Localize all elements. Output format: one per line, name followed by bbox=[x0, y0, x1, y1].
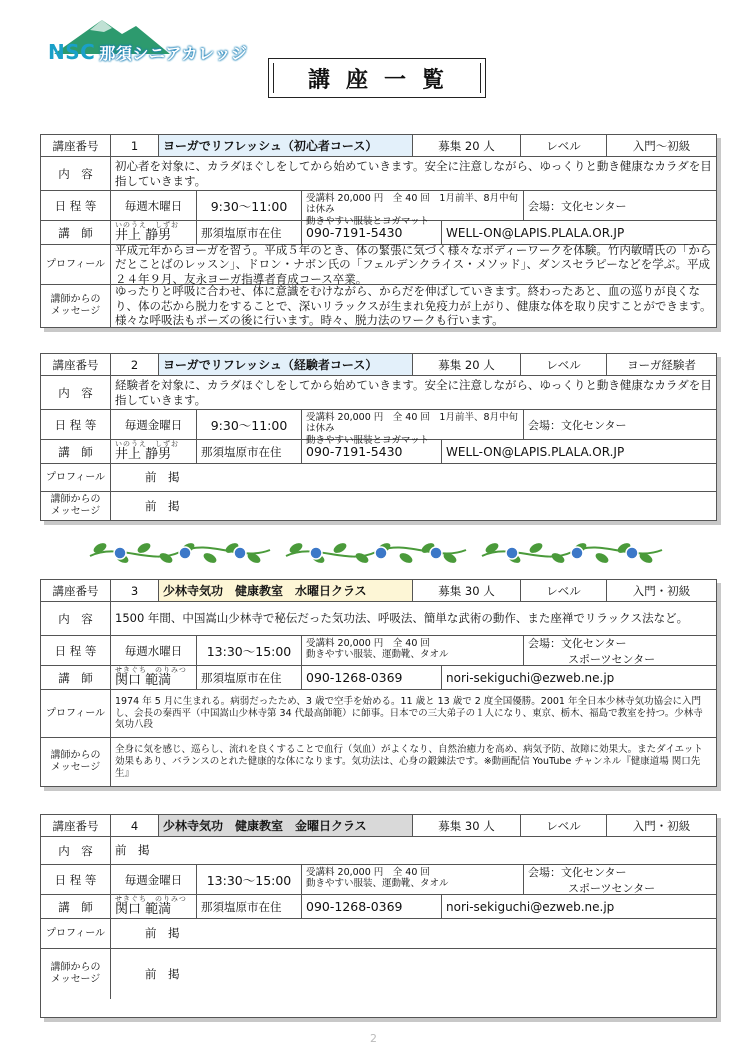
message-row bbox=[41, 492, 716, 520]
course-no-label: 講座番号 bbox=[41, 354, 111, 375]
course-card bbox=[40, 579, 717, 787]
residence: 那須塩原市在住 bbox=[197, 221, 302, 244]
fee-line2: 動きやすい服装とヨガマット bbox=[306, 434, 430, 446]
course-no: 3 bbox=[111, 580, 159, 601]
course-card bbox=[40, 134, 717, 328]
level-label: レベル bbox=[521, 354, 607, 375]
content-label: 内 容 bbox=[41, 837, 111, 864]
schedule-day: 毎週金曜日 bbox=[111, 410, 197, 439]
profile-label: プロフィール bbox=[41, 919, 111, 948]
profile-text: 前 掲 bbox=[145, 926, 180, 941]
message-label bbox=[41, 492, 111, 520]
message-text: 前 掲 bbox=[145, 966, 180, 981]
profile-row bbox=[41, 919, 716, 949]
message-label-2: メッセージ bbox=[50, 974, 101, 985]
course-header-row bbox=[41, 815, 716, 837]
course-header-row bbox=[41, 135, 716, 157]
schedule-time: 13:30～15:00 bbox=[197, 636, 302, 665]
instructor-label: 講 師 bbox=[41, 666, 111, 689]
fee-info bbox=[302, 865, 524, 894]
vine-divider-icon bbox=[90, 536, 670, 570]
instructor-name: 関口 範満 bbox=[115, 673, 172, 689]
message-label-1: 講師からの bbox=[50, 750, 101, 761]
page-number: 2 bbox=[370, 1032, 377, 1045]
level-value: 入門・初級 bbox=[632, 818, 691, 833]
course-no-label: 講座番号 bbox=[41, 580, 111, 601]
schedule-row bbox=[41, 636, 716, 666]
instructor-name-cell bbox=[111, 440, 197, 463]
logo bbox=[40, 14, 270, 68]
fee-line1: 受講料 20,000 円 全 40 回 bbox=[306, 638, 430, 649]
instructor-label: 講 師 bbox=[41, 440, 111, 463]
fee-line1: 受講料 20,000 円 全 40 回 bbox=[306, 867, 430, 878]
message-text: ゆったりと呼吸に合わせ、体に意識をむけながら、からだを伸ばしていきます。終わったあと、血の巡りが良くなり、体の芯から脱力をすることで、深いリラックスが生まれ免疫力が上がり、健康な体を取り戻すことができます。様々な呼吸法もポーズの後に行います。時々、脱力法のワークも行います。 bbox=[115, 284, 712, 328]
message-row bbox=[41, 738, 716, 786]
logo-mark: NSC bbox=[48, 40, 96, 64]
instructor-name-cell bbox=[111, 895, 197, 918]
residence: 那須塩原市在住 bbox=[197, 895, 302, 918]
instructor-ruby: いのうえ しずお bbox=[115, 221, 179, 230]
content-row bbox=[41, 602, 716, 636]
instructor-row bbox=[41, 440, 716, 464]
course-title: ヨーガでリフレッシュ（経験者コース） bbox=[159, 354, 413, 375]
level-label: レベル bbox=[521, 580, 607, 601]
fee-line2: 動きやすい服装とヨガマット bbox=[306, 215, 430, 227]
schedule-day: 毎週木曜日 bbox=[111, 191, 197, 220]
message-label bbox=[41, 285, 111, 327]
fee-info bbox=[302, 636, 524, 665]
message-label-2: メッセージ bbox=[50, 762, 101, 773]
level-value: 入門～初級 bbox=[632, 138, 691, 153]
capacity: 募集 30 人 bbox=[413, 815, 521, 836]
level-value: 入門・初級 bbox=[632, 583, 691, 598]
message-text: 全身に気を感じ、巡らし、流れを良くすることで血行（気血）がよくなり、自然治癒力を高め、病気予防、故障に効果大。またダイエット効果もあり、バランスのとれた健康的な体になります。気功法は、心身の鍛錬法です。※動画配信 YouTube チャンネル『健康道場 関口先生』 bbox=[115, 744, 703, 779]
content-row bbox=[41, 376, 716, 410]
content-text: 経験者を対象に、カラダほぐしをしてから始めていきます。安全に注意しながら、ゆっくりと動き健康なカラダを目指していきます。 bbox=[115, 378, 712, 407]
instructor-name: 井上 静男 bbox=[115, 447, 172, 463]
instructor-name-cell bbox=[111, 221, 197, 244]
phone: 090-7191-5430 bbox=[302, 221, 442, 244]
course-no: 4 bbox=[111, 815, 159, 836]
course-no: 2 bbox=[111, 354, 159, 375]
schedule-label: 日 程 等 bbox=[41, 191, 111, 220]
message-label-1: 講師からの bbox=[50, 494, 101, 505]
logo-text bbox=[48, 40, 248, 64]
page-title: 講座一覧 bbox=[268, 58, 486, 98]
message-text: 前 掲 bbox=[145, 498, 180, 513]
instructor-name: 関口 範満 bbox=[115, 902, 172, 918]
course-card bbox=[40, 353, 717, 521]
schedule-time: 9:30～11:00 bbox=[197, 410, 302, 439]
level-label: レベル bbox=[521, 815, 607, 836]
logo-name: 那須シニアカレッジ bbox=[99, 44, 248, 63]
venue bbox=[524, 636, 716, 665]
schedule-time: 13:30～15:00 bbox=[197, 865, 302, 894]
instructor-row bbox=[41, 666, 716, 690]
course-no: 1 bbox=[111, 135, 159, 156]
venue-2: スポーツセンター bbox=[568, 881, 656, 895]
message-row bbox=[41, 285, 716, 327]
course-title: 少林寺気功 健康教室 金曜日クラス bbox=[159, 815, 413, 836]
instructor-ruby: せきぐち のりみつ bbox=[115, 895, 187, 904]
email: nori-sekiguchi@ezweb.ne.jp bbox=[446, 899, 615, 914]
schedule-label: 日 程 等 bbox=[41, 636, 111, 665]
profile-label: プロフィール bbox=[41, 464, 111, 491]
profile-row bbox=[41, 690, 716, 738]
phone: 090-1268-0369 bbox=[302, 895, 442, 918]
fee-line1: 受講料 20,000 円 全 40 回 1月前半、8月中旬は休み bbox=[306, 412, 518, 435]
schedule-label: 日 程 等 bbox=[41, 410, 111, 439]
message-label-2: メッセージ bbox=[50, 306, 101, 317]
fee-line2: 動きやすい服装、運動靴、タオル bbox=[306, 649, 449, 661]
content-row bbox=[41, 837, 716, 865]
instructor-row bbox=[41, 895, 716, 919]
venue-1: 会場：文化センター bbox=[528, 636, 627, 650]
venue-1: 会場：文化センター bbox=[528, 865, 627, 879]
level-value: ヨーガ経験者 bbox=[627, 357, 696, 372]
content-label: 内 容 bbox=[41, 376, 111, 409]
fee-line1: 受講料 20,000 円 全 40 回 1月前半、8月中旬は休み bbox=[306, 193, 518, 216]
level-label: レベル bbox=[521, 135, 607, 156]
content-text: 初心者を対象に、カラダほぐしをしてから始めていきます。安全に注意しながら、ゆっくりと動き健康なカラダを目指していきます。 bbox=[115, 159, 712, 188]
profile-text: 1974 年 5 月に生まれる。病弱だったため、3 歳で空手を始める。11 歳と 13 歳で 2 度全国優勝。2001 年全日本少林寺気功協会に入門し、会長の秦西平（中国嵩山少林寺第 34 代最高師範）に師事。日本での三大弟子の１人になり、東京、栃木、福島で教室を持つ。少林寺気功八段 bbox=[115, 695, 703, 731]
profile-label: プロフィール bbox=[41, 690, 111, 737]
profile-label: プロフィール bbox=[41, 245, 111, 284]
course-no-label: 講座番号 bbox=[41, 815, 111, 836]
course-header-row bbox=[41, 580, 716, 602]
email: WELL-ON@LAPIS.PLALA.OR.JP bbox=[446, 225, 625, 240]
instructor-ruby: いのうえ しずお bbox=[115, 440, 179, 449]
message-label bbox=[41, 738, 111, 786]
content-label: 内 容 bbox=[41, 157, 111, 190]
message-label bbox=[41, 949, 111, 999]
instructor-label: 講 師 bbox=[41, 221, 111, 244]
course-title: ヨーガでリフレッシュ（初心者コース） bbox=[159, 135, 413, 156]
residence: 那須塩原市在住 bbox=[197, 666, 302, 689]
message-row bbox=[41, 949, 716, 999]
schedule-label: 日 程 等 bbox=[41, 865, 111, 894]
venue bbox=[524, 410, 716, 439]
phone: 090-1268-0369 bbox=[302, 666, 442, 689]
course-card bbox=[40, 814, 717, 1018]
schedule-day: 毎週水曜日 bbox=[111, 636, 197, 665]
schedule-time: 9:30～11:00 bbox=[197, 191, 302, 220]
content-text: 前 掲 bbox=[115, 843, 150, 858]
fee-info bbox=[302, 410, 524, 446]
message-label-1: 講師からの bbox=[50, 962, 101, 973]
email: WELL-ON@LAPIS.PLALA.OR.JP bbox=[446, 444, 625, 459]
email: nori-sekiguchi@ezweb.ne.jp bbox=[446, 670, 615, 685]
profile-row bbox=[41, 242, 716, 286]
schedule-day: 毎週金曜日 bbox=[111, 865, 197, 894]
message-label-1: 講師からの bbox=[50, 294, 101, 305]
instructor-row bbox=[41, 221, 716, 245]
venue bbox=[524, 191, 716, 220]
capacity: 募集 20 人 bbox=[413, 135, 521, 156]
message-label-2: メッセージ bbox=[50, 506, 101, 517]
course-no-label: 講座番号 bbox=[41, 135, 111, 156]
profile-text: 平成元年からヨーガを習う。平成５年のとき、体の緊張に気づく様々なボディーワークを体験。竹内敏晴氏の「からだとことばのレッスン」、ドロン・ナボン氏の「フェルデンクライス・メソッド」、ダンスセラピーなどを学ぶ。平成２４年９月、友永ヨーガ指導者育成コース卒業。 bbox=[115, 242, 712, 286]
capacity: 募集 20 人 bbox=[413, 354, 521, 375]
course-header-row bbox=[41, 354, 716, 376]
capacity: 募集 30 人 bbox=[413, 580, 521, 601]
content-text: 1500 年間、中国嵩山少林寺で秘伝だった気功法、呼吸法、簡単な武術の動作、また座禅でリラックス法など。 bbox=[115, 611, 689, 626]
schedule-row bbox=[41, 865, 716, 895]
fee-line2: 動きやすい服装、運動靴、タオル bbox=[306, 878, 449, 890]
instructor-label: 講 師 bbox=[41, 895, 111, 918]
venue bbox=[524, 865, 716, 894]
residence: 那須塩原市在住 bbox=[197, 440, 302, 463]
venue-2: スポーツセンター bbox=[568, 652, 656, 666]
instructor-name: 井上 静男 bbox=[115, 228, 172, 244]
phone: 090-7191-5430 bbox=[302, 440, 442, 463]
course-title: 少林寺気功 健康教室 水曜日クラス bbox=[159, 580, 413, 601]
fee-info bbox=[302, 191, 524, 227]
venue-1: 会場：文化センター bbox=[528, 418, 627, 432]
instructor-ruby: せきぐち のりみつ bbox=[115, 666, 187, 675]
content-row bbox=[41, 157, 716, 191]
instructor-name-cell bbox=[111, 666, 197, 689]
profile-text: 前 掲 bbox=[145, 470, 180, 485]
content-label: 内 容 bbox=[41, 602, 111, 635]
venue-1: 会場：文化センター bbox=[528, 199, 627, 213]
profile-row bbox=[41, 464, 716, 492]
